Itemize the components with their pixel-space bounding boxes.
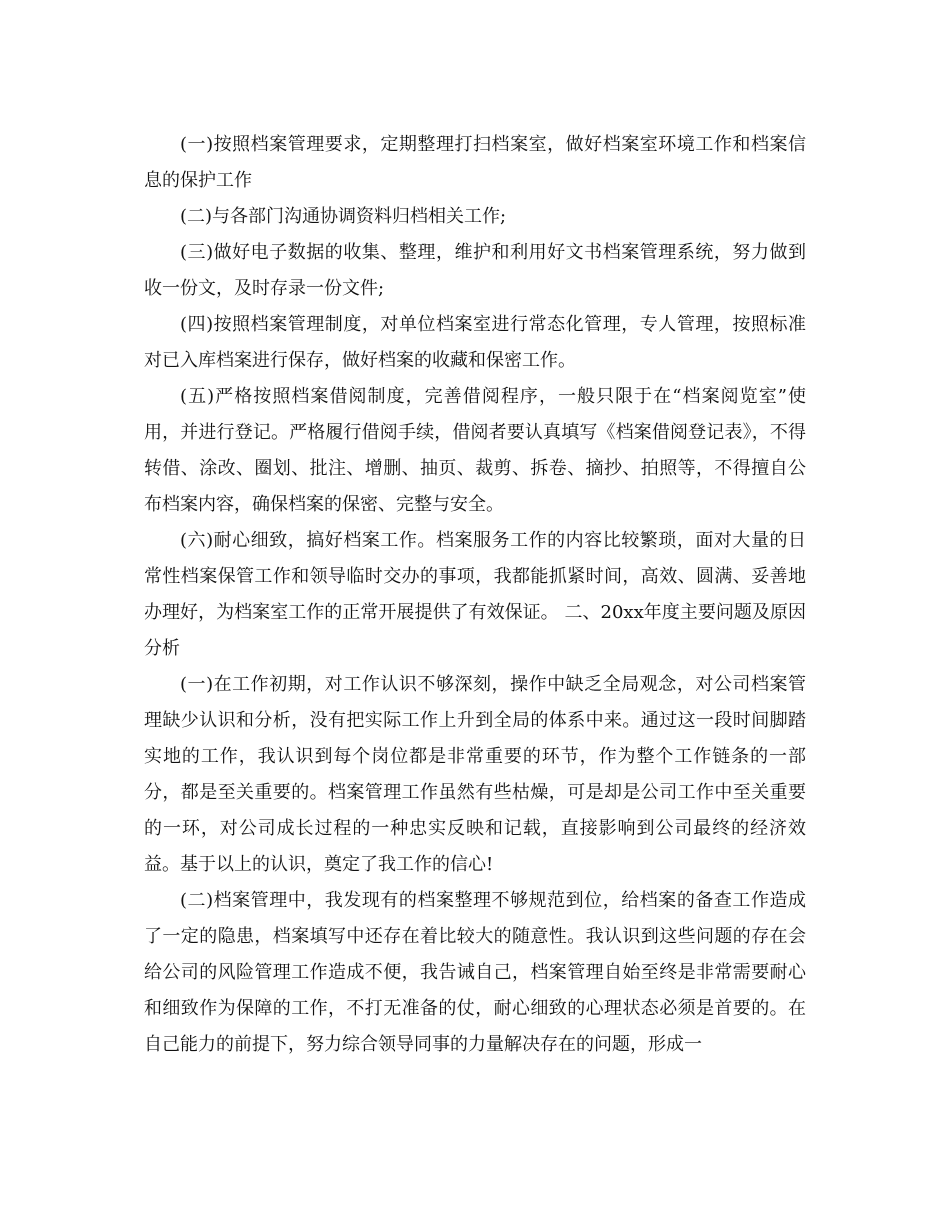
paragraph-3: (三)做好电子数据的收集、整理，维护和利用好文书档案管理系统，努力做到收一份文，及时存录一份文件; (144, 242, 806, 299)
paragraph-2: (二)与各部门沟通协调资料归档相关工作; (180, 206, 507, 227)
document-body (144, 127, 806, 1063)
paragraph-6: (六)耐心细致，搞好档案工作。档案服务工作的内容比较繁琐，面对大量的日常性档案保管工作和领导临时交办的事项，我都能抓紧时间，高效、圆满、妥善地办理好，为档案室工作的正常开展提供了有效保证。 二、20xx年度主要问题及原因分析 (144, 530, 806, 659)
paragraph-7: (一)在工作初期，对工作认识不够深刻，操作中缺乏全局观念，对公司档案管理缺少认识和分析，没有把实际工作上升到全局的体系中来。通过这一段时间脚踏实地的工作，我认识到每个岗位都是非常重要的环节，作为整个工作链条的一部分，都是至关重要的。档案管理工作虽然有些枯燥，可是却是公司工作中至关重要的一环，对公司成长过程的一种忠实反映和记载，直接影响到公司最终的经济效益。基于以上的认识，奠定了我工作的信心! (144, 674, 806, 875)
paragraph-4: (四)按照档案管理制度，对单位档案室进行常态化管理，专人管理，按照标准对已入库档案进行保存，做好档案的收藏和保密工作。 (144, 314, 806, 371)
paragraph-8: (二)档案管理中，我发现有的档案整理不够规范到位，给档案的备查工作造成了一定的隐患，档案填写中还存在着比较大的随意性。我认识到这些问题的存在会给公司的风险管理工作造成不便，我告诫自己，档案管理自始至终是非常需要耐心和细致作为保障的工作，不打无准备的仗，耐心细致的心理状态必须是首要的。在自己能力的前提下，努力综合领导同事的力量解决存在的问题，形成一 (144, 890, 806, 1055)
paragraph-1: (一)按照档案管理要求，定期整理打扫档案室，做好档案室环境工作和档案信息的保护工作 (144, 134, 806, 191)
paragraph-5: (五)严格按照档案借阅制度，完善借阅程序，一般只限于在“档案阅览室”使用，并进行登记。严格履行借阅手续，借阅者要认真填写《档案借阅登记表》，不得转借、涂改、圈划、批注、增删、抽页、裁剪、拆卷、摘抄、拍照等，不得擅自公布档案内容，确保档案的保密、完整与安全。 (144, 386, 806, 515)
